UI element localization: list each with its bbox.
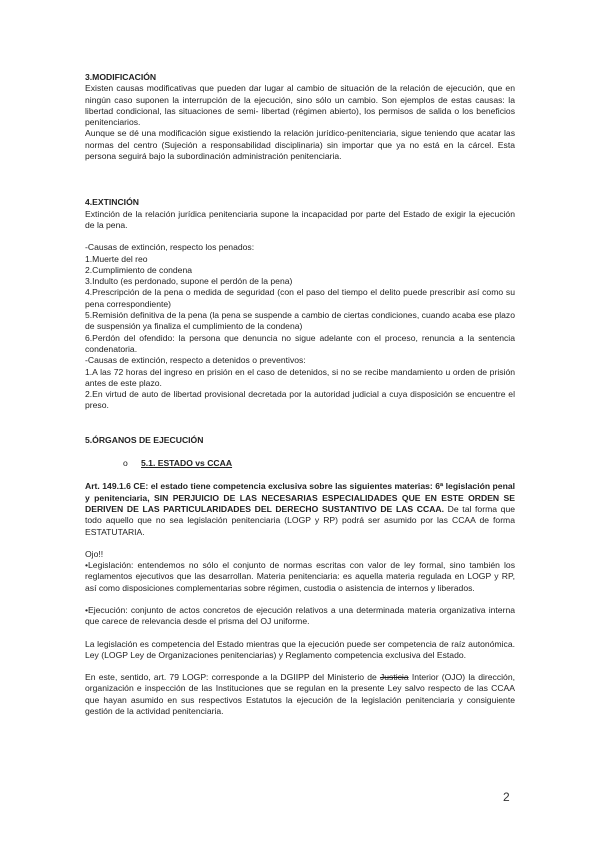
penados-heading: -Causas de extinción, respecto los penados:: [85, 242, 255, 253]
ejecucion-paragraph: •Ejecución: conjunto de actos concretos de ejecución relativos a una determinada materia organizativa interna que carece de relevancia desde el prisma del OJ uniforme.: [85, 604, 515, 627]
art-149-plain-text: De tal forma que todo aquello que no sea legislación penitenciaria (LOGP y RP) podrá ser asumido por las CCAA de forma ESTATUTARIA.: [85, 503, 516, 537]
section-4-intro: Extinción de la relación jurídica penitenciaria supone la incapacidad por parte del Estado de exigir la ejecución de la pena.: [85, 208, 515, 230]
art-79-text-a: En este, sentido, art. 79 LOGP: corresponde a la DGIIPP del Ministerio de: [85, 672, 380, 683]
section-3-paragraph-1: Existen causas modificativas que pueden dar lugar al cambio de situación de la relación de ejecución, que en ningún caso suponen la interrupción de la ejecución, sino sólo un cambio. Son ejemplos de estas causas: la libertad condicional, las situaciones de semi- libertad (régimen abierto), los permisos de salida o los beneficios penitenciarios.: [85, 83, 515, 128]
penados-item: 4.Prescripción de la pena o medida de seguridad (con el paso del tiempo el delito puede prescribir así como su pena correspondiente): [85, 287, 515, 309]
struck-word: Justicia: [379, 672, 409, 683]
penados-item: 1.Muerte del reo: [85, 253, 148, 264]
competencia-paragraph: La legislación es competencia del Estado mientras que la ejecución puede ser competencia de raíz autonómica. Ley (LOGP Ley de Organizaciones penitenciarias) y Reglamento competencia exclusiva del Estado.: [85, 638, 515, 660]
document-page: [85, 72, 515, 717]
preventivos-item: 1.A las 72 horas del ingreso en prisión en el caso de detenidos, si no se recibe mandamiento u orden de prisión antes de este plazo.: [85, 366, 515, 388]
art-79-paragraph: [85, 672, 515, 717]
subsection-5-1: [123, 458, 515, 469]
penados-item: 5.Remisión definitiva de la pena (la pena se suspende a cambio de ciertas condiciones, cuando acaba ese plazo de suspensión ya finaliza el cumplimiento de la condena): [85, 310, 515, 332]
art-149-paragraph: [85, 481, 515, 537]
penados-item: 6.Perdón del ofendido: la persona que denuncia no sigue adelante con el proceso, renuncia a la sentencia condenatoria.: [85, 332, 515, 354]
preventivos-item: 2.En virtud de auto de libertad provisional decretada por la autoridad judicial a cuya disposición se encuentre el preso.: [85, 389, 515, 411]
preventivos-heading: -Causas de extinción, respecto a detenidos o preventivos:: [85, 355, 306, 366]
legislacion-paragraph: •Legislación: entendemos no sólo el conjunto de normas escritas con valor de ley formal, sino también los reglamentos ejecutivos que las desarrollan. Materia penitenciaria: es aquella materia regulada en LOGP y RP, así como disposiciones complementarias sobre régimen, custodia o asistencia de internos y liberados.: [85, 560, 515, 593]
ojo-label: Ojo!!: [85, 548, 104, 559]
penados-item: 2.Cumplimiento de condena: [85, 264, 193, 275]
page-number: 2: [503, 790, 510, 804]
section-4-title: 4.EXTINCIÓN: [85, 197, 139, 208]
section-5-title: 5.ÓRGANOS DE EJECUCIÓN: [85, 434, 204, 445]
section-3-paragraph-2: Aunque se dé una modificación sigue existiendo la relación jurídico-penitenciaria, sigue teniendo que acatar las normas del centro (Sujeción a responsabilidad disciplinaria) sin importar que ya no está en la cárcel. Esta persona seguirá bajo la subordinación administración penitenciaria.: [85, 128, 515, 162]
art-79-text-b: Interior (OJO) la dirección, organización e inspección de las Instituciones que se regulan en la presente Ley salvo respecto de las CCAA que hayan asumido en sus respectivos Estatutos la ejecución de la legislación penitenciaria y consiguiente gestión de la actividad penitenciaria.: [85, 672, 515, 717]
subsection-5-1-title: 5.1. ESTADO vs CCAA: [141, 458, 233, 469]
subsection-bullet: o: [123, 458, 128, 469]
art-149-bold-text: Art. 149.1.6 CE: el estado tiene competencia exclusiva sobre las siguientes materias: 6ª legislación penal y penitenciaria, SIN PERJUICIO DE LAS NECESARIAS ESPECIALIDADES QUE EN ESTE ORDEN SE DERIVEN DE LAS PARTICULARIDADES DEL DERECHO SUSTANTIVO DE LAS CCAA.: [85, 481, 515, 514]
penados-item: 3.Indulto (es perdonado, supone el perdón de la pena): [85, 276, 293, 287]
section-3-title: 3.MODIFICACIÓN: [85, 72, 157, 82]
